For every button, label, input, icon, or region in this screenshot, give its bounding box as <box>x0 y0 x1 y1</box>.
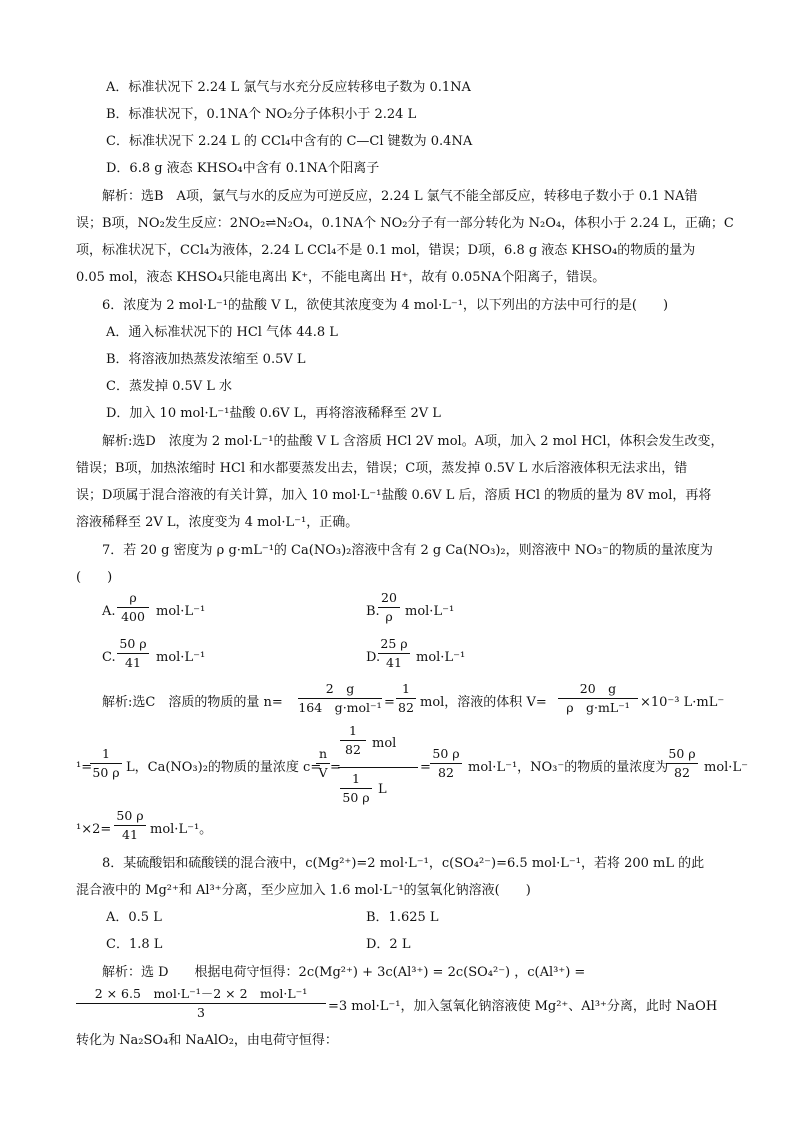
q7-sol-l2-equals-2: = <box>420 760 431 775</box>
fraction-denominator: 82 <box>398 700 414 715</box>
q8-stem-line-2: 混合液中的 Mg²⁺和 Al³⁺分离，至少应加入 1.6 mol·L⁻¹的氢氧化钠溶液( ) <box>76 883 531 898</box>
fraction-denominator: 41 <box>386 655 402 670</box>
q5-option-c: C．标准状况下 2.24 L 的 CCl₄中含有的 C—Cl 键数为 0.4NA <box>106 134 473 149</box>
q8-option-a: A．0.5 L <box>106 910 162 925</box>
q7-sol-l1-suffix: ×10⁻³ L·mL⁻ <box>640 695 725 710</box>
q7-option-d-unit: mol·L⁻¹ <box>416 650 466 665</box>
q7-sol-l2-fraction-nv <box>316 747 330 780</box>
q7-sol-l2-fraction-3 <box>430 747 462 780</box>
fraction-denominator: 82 <box>438 765 454 780</box>
q6-solution-line-1: 解析:选D 浓度为 2 mol·L⁻¹的盐酸 V L 含溶质 HCl 2V mol。A项，加入 2 mol HCl，体积会发生改变， <box>102 434 724 449</box>
fraction-denominator: 82 <box>345 742 361 757</box>
fraction-numerator: 50 ρ <box>119 636 147 651</box>
q7-sol-l2-compound-bottom-fraction <box>340 772 372 805</box>
q8-solution-line-3: 转化为 Na₂SO₄和 NaAlO₂，由电荷守恒得： <box>76 1033 338 1048</box>
q7-option-d-fraction <box>378 637 410 670</box>
q7-sol-l1-prefix: 解析:选C 溶质的物质的量 n= <box>102 695 283 710</box>
q5-solution-line-4: 0.05 mol，液态 KHSO₄只能电离出 K⁺，不能电离出 H⁺，故有 0.05NA个阳离子，错误。 <box>76 270 606 285</box>
q7-sol-l2-suffix: mol·L⁻ <box>704 760 748 775</box>
fraction-numerator: 25 ρ <box>380 636 408 651</box>
q6-stem: 6．浓度为 2 mol·L⁻¹的盐酸 V L，欲使其浓度变为 4 mol·L⁻¹，以下列出的方法中可行的是( ) <box>102 298 669 313</box>
q7-stem-line-1: 7．若 20 g 密度为 ρ g·mL⁻¹的 Ca(NO₃)₂溶液中含有 2 g Ca(NO₃)₂，则溶液中 NO₃⁻的物质的量浓度为 <box>102 543 713 558</box>
q5-solution-line-2: 误；B项，NO₂发生反应：2NO₂⇌N₂O₄，0.1NA个 NO₂分子有一部分转化为 N₂O₄，体积小于 2.24 L，正确；C <box>76 216 734 231</box>
q7-sol-l1-fraction-2 <box>396 682 416 715</box>
q7-option-b-fraction <box>378 591 400 624</box>
q7-stem-line-2: ( ) <box>76 570 113 585</box>
fraction-denominator: 82 <box>674 765 690 780</box>
q6-option-c: C．蒸发掉 0.5V L 水 <box>106 379 233 394</box>
q7-sol-l2-middle: L，Ca(NO₃)₂的物质的量浓度 c= <box>126 760 322 775</box>
q7-sol-l2-fraction-4 <box>666 747 698 780</box>
q7-sol-l2-equals: = <box>330 760 341 775</box>
q7-option-c-label: C. <box>102 650 116 665</box>
q7-option-a-fraction <box>117 591 149 624</box>
q7-sol-l3-fraction <box>114 809 146 842</box>
q7-sol-l1-fraction-3 <box>558 682 638 715</box>
q8-option-d: D．2 L <box>366 937 411 952</box>
q6-option-a: A．通入标准状况下的 HCl 气体 44.8 L <box>106 325 338 340</box>
fraction-numerator: 1 <box>349 723 357 738</box>
fraction-numerator: n <box>318 746 328 761</box>
fraction-numerator: 2 g <box>325 681 355 696</box>
q7-sol-l2-fraction-1 <box>90 747 122 780</box>
q7-sol-l3-suffix: mol·L⁻¹。 <box>150 822 213 837</box>
fraction-numerator: 2 × 6.5 mol·L⁻¹－2 × 2 mol·L⁻¹ <box>94 986 308 1001</box>
q7-sol-l3-prefix: ¹×2= <box>76 822 112 837</box>
fraction-numerator: 20 <box>381 590 397 605</box>
q6-option-b: B．将溶液加热蒸发浓缩至 0.5V L <box>106 352 306 367</box>
fraction-denominator: 41 <box>125 655 141 670</box>
q5-option-b: B．标准状况下，0.1NA个 NO₂分子体积小于 2.24 L <box>106 107 417 122</box>
q7-sol-l2-prefix: ¹= <box>76 760 93 775</box>
q7-option-c-unit: mol·L⁻¹ <box>156 650 206 665</box>
q5-option-a: A．标准状况下 2.24 L 氯气与水充分反应转移电子数为 0.1NA <box>106 80 471 95</box>
fraction-denominator: 164 g·mol⁻¹ <box>298 700 382 715</box>
q5-option-d: D．6.8 g 液态 KHSO₄中含有 0.1NA个阳离子 <box>106 161 380 176</box>
fraction-denominator: 400 <box>121 609 145 624</box>
q7-sol-l2-compound-bar <box>338 767 418 768</box>
q8-option-b: B．1.625 L <box>366 910 439 925</box>
q7-option-d-label: D. <box>366 650 381 665</box>
q8-option-c: C．1.8 L <box>106 937 163 952</box>
q5-solution-line-1: 解析：选B A项，氯气与水的反应为可逆反应，2.24 L 氯气不能全部反应，转移电子数小于 0.1 NA错 <box>102 189 698 204</box>
q8-stem-line-1: 8．某硫酸铝和硫酸镁的混合液中，c(Mg²⁺)=2 mol·L⁻¹，c(SO₄²⁻)=6.5 mol·L⁻¹，若将 200 mL 的此 <box>102 856 705 871</box>
fraction-denominator: V <box>318 765 328 780</box>
q6-solution-line-3: 误；D项属于混合溶液的有关计算，加入 10 mol·L⁻¹盐酸 0.6V L 后，溶质 HCl 的物质的量为 8V mol，再将 <box>76 488 712 503</box>
q7-sol-l1-equals: = <box>384 695 395 710</box>
q7-option-a-unit: mol·L⁻¹ <box>156 604 206 619</box>
q7-option-c-fraction <box>117 637 149 670</box>
q5-solution-line-3: 项，标准状况下，CCl₄为液体，2.24 L CCl₄不是 0.1 mol，错误；D项，6.8 g 液态 KHSO₄的物质的量为 <box>76 243 696 258</box>
fraction-numerator: 1 <box>352 771 360 786</box>
fraction-numerator: 50 ρ <box>668 746 696 761</box>
q8-solution-fraction <box>76 987 326 1020</box>
fraction-denominator: 3 <box>197 1005 205 1020</box>
q7-sol-l2-compound-top-unit: mol <box>372 736 397 751</box>
fraction-denominator: ρ <box>385 609 393 624</box>
fraction-numerator: 20 g <box>579 681 617 696</box>
q6-option-d: D．加入 10 mol·L⁻¹盐酸 0.6V L，再将溶液稀释至 2V L <box>106 406 441 421</box>
fraction-numerator: 1 <box>102 746 110 761</box>
q7-sol-l1-middle: mol，溶液的体积 V= <box>420 695 547 710</box>
fraction-denominator: 50 ρ <box>92 765 120 780</box>
q7-sol-l1-fraction-1 <box>298 682 382 715</box>
fraction-denominator: ρ g·mL⁻¹ <box>566 700 630 715</box>
q7-sol-l2-compound-top-fraction <box>340 724 366 757</box>
fraction-denominator: 41 <box>122 827 138 842</box>
q7-option-b-unit: mol·L⁻¹ <box>405 604 455 619</box>
fraction-denominator: 50 ρ <box>342 790 370 805</box>
q6-solution-line-2: 错误；B项，加热浓缩时 HCl 和水都要蒸发出去，错误；C项，蒸发掉 0.5V L 水后溶液体积无法求出，错 <box>76 461 688 476</box>
q6-solution-line-4: 溶液稀释至 2V L，浓度变为 4 mol·L⁻¹，正确。 <box>76 515 359 530</box>
q8-solution-line-1: 解析：选 D 根据电荷守恒得：2c(Mg²⁺) + 3c(Al³⁺) = 2c(SO₄²⁻) ，c(Al³⁺) = <box>102 965 586 980</box>
fraction-numerator: 1 <box>402 681 410 696</box>
q7-sol-l2-compound-bottom-unit: L <box>378 782 387 797</box>
q7-option-a-label: A. <box>102 604 116 619</box>
q7-sol-l2-middle-2: mol·L⁻¹，NO₃⁻的物质的量浓度为 <box>468 760 669 775</box>
q7-option-b-label: B. <box>366 604 380 619</box>
fraction-numerator: 50 ρ <box>432 746 460 761</box>
q8-solution-line-2-suffix: =3 mol·L⁻¹，加入氢氧化钠溶液使 Mg²⁺、Al³⁺分离，此时 NaOH <box>328 999 718 1014</box>
fraction-numerator: ρ <box>129 590 137 605</box>
fraction-numerator: 50 ρ <box>116 808 144 823</box>
